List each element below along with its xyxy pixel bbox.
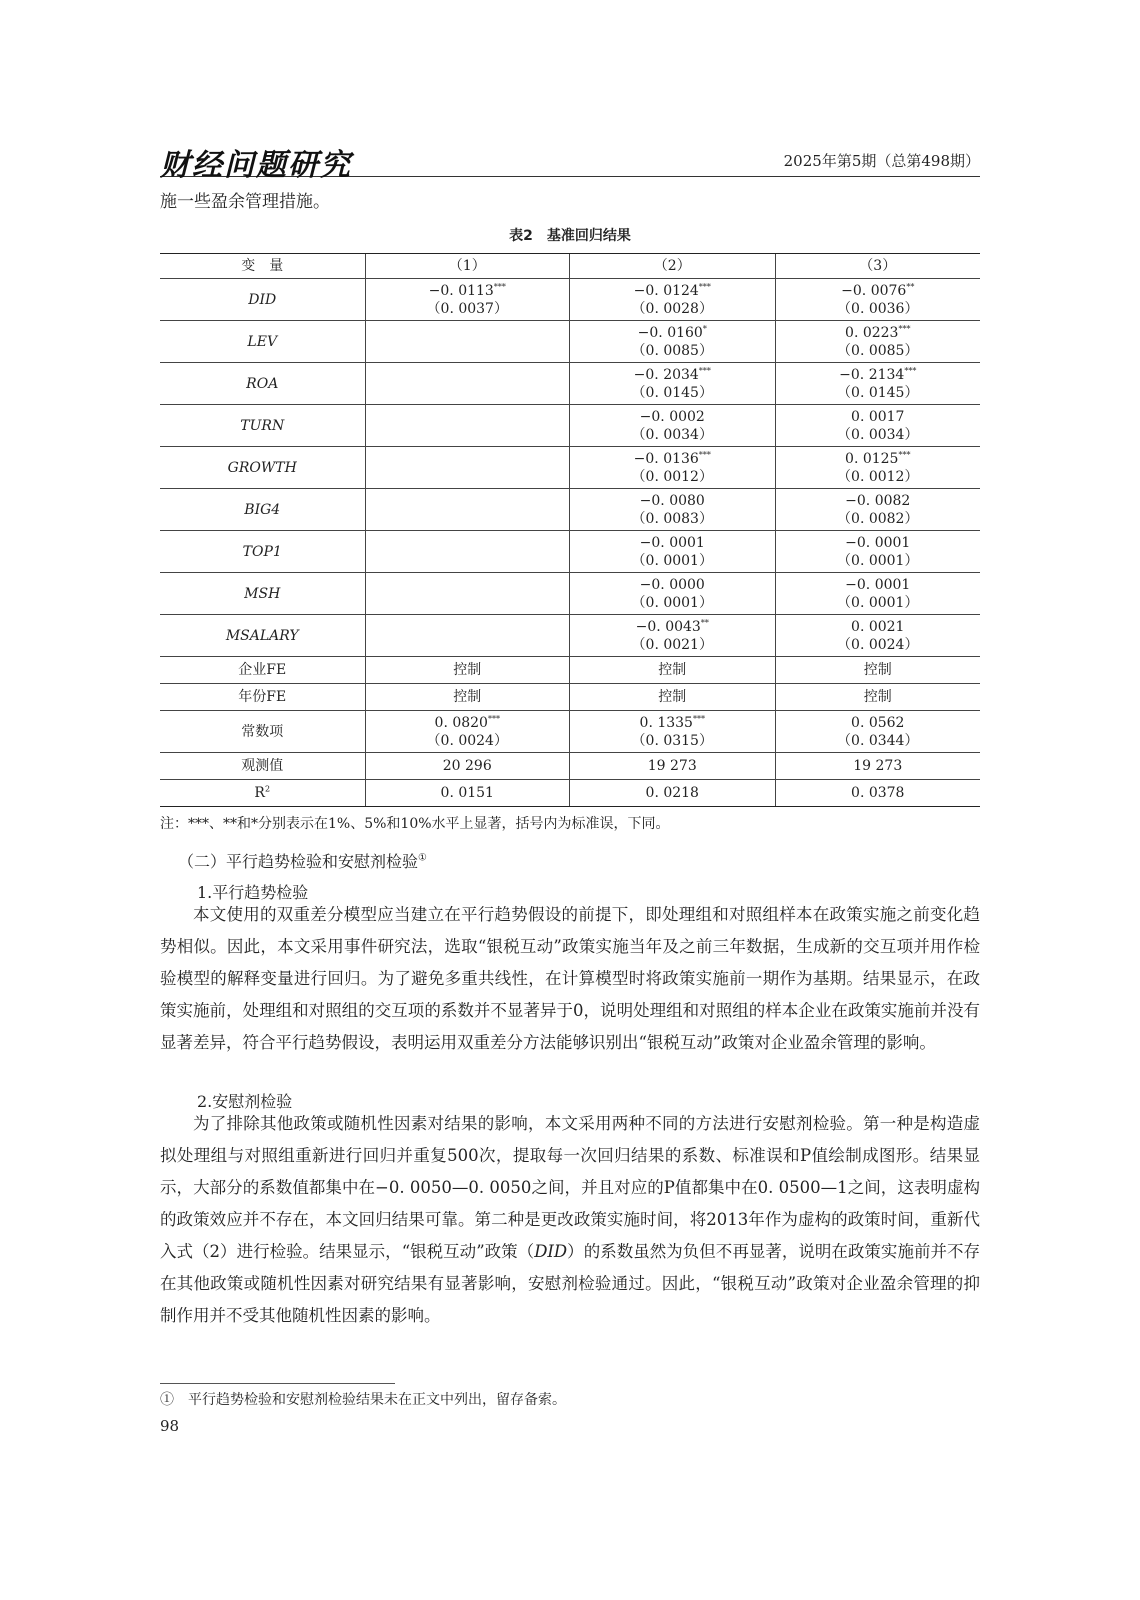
table-cell [569,447,775,488]
significance-stars: *** [692,713,705,723]
lead-text: 施一些盈余管理措施。 [160,192,330,212]
table-cell [775,405,981,446]
variable-name: ROA [246,375,279,392]
coefficient-value: −0. 2034 [633,366,699,383]
standard-error: （0. 0082） [837,510,919,527]
table-row [160,321,980,363]
table-cell [569,489,775,530]
standard-error: （0. 0034） [631,426,713,443]
standard-error: （0. 0034） [837,426,919,443]
table-row [160,615,980,657]
significance-stars: *** [487,713,500,723]
standard-error: （0. 0344） [837,732,919,749]
footnote-divider [160,1383,395,1384]
table-cell [569,279,775,320]
table-cell: 20 296 [365,753,570,779]
table-cell [569,531,775,572]
table-row [160,447,980,489]
fixed-effect-row [160,657,980,684]
significance-stars: ** [700,617,709,627]
significance-stars: *** [898,323,911,333]
table-cell: 控制 [775,684,981,710]
table-caption-title: 基准回归结果 [546,228,631,244]
row-label [160,780,365,806]
coefficient-value: 0. 0223 [845,324,899,341]
table-cell [569,573,775,614]
table-cell [569,363,775,404]
table-row [160,573,980,615]
table-cell [775,321,981,362]
table-cell: 控制 [569,684,775,710]
coefficient-value: −0. 0002 [639,408,705,425]
column-header: （2） [569,254,775,278]
coefficient-value: −0. 0160 [637,324,703,341]
footnote: ① 平行趋势检验和安慰剂检验结果未在正文中列出，留存备索。 [160,1392,566,1408]
paragraph-placebo: 为了排除其他政策或随机性因素对结果的影响，本文采用两种不同的方法进行安慰剂检验。第一种是构造虚拟处理组与对照组重新进行回归并重复500次，提取每一次回归结果的系数、标准误和P值绘制成图形。结果显示，大部分的系数值都集中在−0. 0050—0. 0050之间，并且对应的P值都集中在0. 0500—1之间，这表明虚构的政策效应并不存在，本文回归结果可靠。第二种是更改政策实施时间，将2013年作为虚构的政策时间，重新代入式（2）进行检验。结果显示，“银税互动”政策（DID）的系数虽然为负但不再显著，说明在政策实施前并不存在其他政策或随机性因素对研究结果有显著影响，安慰剂检验通过。因此，“银税互动”政策对企业盈余管理的抑制作用并不受其他随机性因素的影响。 [160,1114,980,1325]
variable-name: TOP1 [242,543,282,560]
table-cell [775,531,981,572]
heading-footnote-mark: ① [418,852,427,864]
table-row [160,531,980,573]
variable-name: TURN [240,417,285,434]
coefficient-value: 0. 0562 [851,714,905,731]
coefficient-value: −0. 2134 [839,366,905,383]
standard-error: （0. 0001） [837,552,919,569]
table-cell: 控制 [775,657,981,683]
table-cell [775,447,981,488]
variable-name: GROWTH [227,459,297,476]
journal-logo: 财经问题研究 [160,148,352,183]
fixed-effect-row [160,684,980,711]
standard-error: （0. 0012） [631,468,713,485]
standard-error: （0. 0024） [426,732,508,749]
table-cell [365,573,570,614]
variable-name: LEV [247,333,278,350]
standard-error: （0. 0145） [837,384,919,401]
row-label: 年份FE [238,689,287,705]
table-row [160,279,980,321]
significance-stars: *** [898,449,911,459]
standard-error: （0. 0036） [837,300,919,317]
column-header: （3） [775,254,981,278]
variable-name: DID [248,291,277,308]
coefficient-value: −0. 0124 [633,282,699,299]
table-cell [365,447,570,488]
significance-stars: *** [698,365,711,375]
table-cell [569,711,775,752]
standard-error: （0. 0001） [631,594,713,611]
standard-error: （0. 0021） [631,636,713,653]
table-row [160,363,980,405]
page-header [160,140,980,183]
significance-stars: *** [698,281,711,291]
table-cell [775,711,981,752]
table-cell [365,405,570,446]
significance-stars: * [702,323,707,333]
r-squared-sup: 2 [264,784,271,794]
table-cell [365,279,570,320]
row-label: 企业FE [238,662,287,678]
subsection-heading-2: 2.安慰剂检验 [197,1092,293,1111]
coefficient-value: −0. 0082 [845,492,911,509]
standard-error: （0. 0024） [837,636,919,653]
table-cell: 控制 [365,684,570,710]
coefficient-value: −0. 0001 [639,534,705,551]
coefficient-value: 0. 1335 [639,714,693,731]
table-cell [365,321,570,362]
significance-stars: *** [698,449,711,459]
table-cell [365,531,570,572]
table-cell [365,489,570,530]
table-row [160,405,980,447]
section-heading: （二）平行趋势检验和安慰剂检验① [178,852,427,871]
column-header: 变 量 [241,258,284,274]
r-squared-label: R [254,785,265,801]
table-cell: 0. 0218 [569,780,775,806]
coefficient-value: −0. 0136 [633,450,699,467]
coefficient-value: 0. 0021 [851,618,905,635]
standard-error: （0. 0028） [631,300,713,317]
variable-name: MSH [244,585,281,602]
issue-info: 2025年第5期（总第498期） [783,152,980,170]
significance-stars: *** [493,281,506,291]
table-cell: 19 273 [569,753,775,779]
regression-table [160,253,980,807]
table-cell [775,489,981,530]
coefficient-value: −0. 0076 [841,282,907,299]
constant-row [160,711,980,753]
coefficient-value: −0. 0001 [845,576,911,593]
coefficient-value: −0. 0000 [639,576,705,593]
table-row [160,489,980,531]
coefficient-value: −0. 0043 [635,618,701,635]
significance-stars: ** [906,281,915,291]
table-cell: 控制 [569,657,775,683]
table-cell [775,279,981,320]
table-cell [775,615,981,656]
table-cell [569,615,775,656]
column-header: （1） [365,254,570,278]
coefficient-value: 0. 0125 [845,450,899,467]
significance-stars: *** [904,365,917,375]
standard-error: （0. 0037） [426,300,508,317]
standard-error: （0. 0315） [631,732,713,749]
paragraph-parallel-trend: 本文使用的双重差分模型应当建立在平行趋势假设的前提下，即处理组和对照组样本在政策实施之前变化趋势相似。因此，本文采用事件研究法，选取“银税互动”政策实施当年及之前三年数据，生成新的交互项并用作检验模型的解释变量进行回归。为了避免多重共线性，在计算模型时将政策实施前一期作为基期。结果显示，在政策实施前，处理组和对照组的交互项的系数并不显著异于0，说明处理组和对照组的样本企业在政策实施前并没有显著差异，符合平行趋势假设，表明运用双重差分方法能够识别出“银税互动”政策对企业盈余管理的影响。 [160,905,980,1052]
standard-error: （0. 0012） [837,468,919,485]
table-cell [365,615,570,656]
coefficient-value: 0. 0017 [851,408,905,425]
table-caption-label: 表2 [509,228,533,244]
table-cell [569,405,775,446]
standard-error: （0. 0085） [837,342,919,359]
row-label: 观测值 [241,758,284,774]
coefficient-value: −0. 0001 [845,534,911,551]
row-label: 常数项 [241,723,284,740]
coefficient-value: 0. 0820 [434,714,488,731]
r-squared-row [160,780,980,806]
table-cell: 0. 0378 [775,780,981,806]
observations-row [160,753,980,780]
page-number: 98 [160,1417,180,1435]
coefficient-value: −0. 0080 [639,492,705,509]
table-cell: 0. 0151 [365,780,570,806]
standard-error: （0. 0145） [631,384,713,401]
table-cell [775,363,981,404]
variable-name: BIG4 [244,501,281,518]
table-cell: 19 273 [775,753,981,779]
table-cell: 控制 [365,657,570,683]
coefficient-value: −0. 0113 [428,282,494,299]
table-cell [365,711,570,752]
table-note: 注：***、**和*分别表示在1%、5%和10%水平上显著，括号内为标准误，下同。 [160,816,670,832]
subsection-heading-1: 1.平行趋势检验 [197,883,309,902]
table-cell [569,321,775,362]
table-caption [160,225,980,245]
standard-error: （0. 0083） [631,510,713,527]
table-cell [365,363,570,404]
table-header-row [160,254,980,279]
variable-name: MSALARY [225,627,299,644]
standard-error: （0. 0085） [631,342,713,359]
standard-error: （0. 0001） [837,594,919,611]
standard-error: （0. 0001） [631,552,713,569]
table-cell [775,573,981,614]
